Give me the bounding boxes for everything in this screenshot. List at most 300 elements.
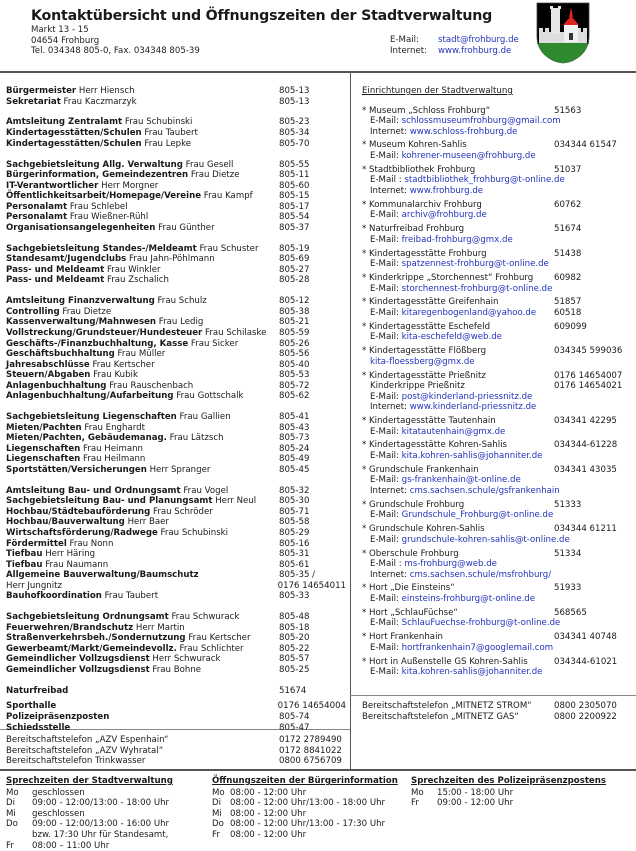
contact-name [6, 391, 279, 402]
contact-row [6, 517, 346, 528]
department: Hochbau/Bauverwaltung [6, 517, 125, 528]
email-link[interactable]: kita.kohren-sahlis@johanniter.de [401, 667, 543, 678]
department: Bürgerinformation, Gemeindezentren [6, 170, 189, 181]
contact-row [6, 591, 346, 602]
facility-entry [362, 106, 632, 138]
contact-row [6, 560, 346, 571]
facility-entry [362, 440, 632, 461]
contact-block [390, 35, 519, 56]
detail-label: Internet: [370, 569, 408, 580]
department: Feuerwehren/Brandschutz [6, 622, 134, 633]
weekday: Do [6, 819, 18, 830]
phone-extension: 805-60 [279, 180, 310, 191]
facility-phone: 034344 61211 [554, 524, 617, 535]
phone-extension: 805-38 [279, 306, 310, 317]
address-city: 04654 Frohburg [31, 35, 100, 46]
email-link[interactable]: Grundschule_Frohburg@t-online.de [401, 510, 554, 521]
department: Steuern/Abgaben [6, 370, 91, 381]
detail-label: E-Mail : [370, 559, 402, 570]
person: Herr Schwurack [152, 654, 221, 665]
phone-extension: 805-72 [279, 380, 310, 391]
department: Personalamt [6, 212, 68, 223]
contact-name [6, 97, 279, 108]
email-link[interactable]: einsteins-frohburg@t-online.de [401, 594, 536, 605]
facility-name: * Museum „Schloss Frohburg“ [362, 105, 491, 116]
person: Frau Schulz [157, 296, 207, 307]
department: Schiedsstelle [6, 722, 71, 733]
phone-extension: 805-40 [279, 359, 310, 370]
contact-row [6, 181, 346, 192]
detail-label: E-Mail: [370, 510, 399, 521]
facility-name: * Stadtbibliothek Frohburg [362, 164, 476, 175]
email-link[interactable]: gs-frankenhain@t-online.de [401, 475, 521, 486]
phone-extension: 805-29 [279, 528, 310, 539]
hours-row [6, 788, 206, 799]
phone-extension: 805-41 [279, 412, 310, 423]
person: Frau Kampf [203, 191, 253, 202]
facility-name: * Hort „SchlauFüchse“ [362, 607, 458, 618]
contact-row [6, 549, 346, 560]
person: Frau Naumann [45, 559, 109, 570]
facility-detail [362, 151, 632, 162]
person: Frau Taubert [104, 591, 159, 602]
contact-row [6, 128, 346, 139]
phone-extension: 805-30 [279, 496, 310, 507]
facility-title-row [362, 524, 632, 535]
email-link[interactable]: ms-frohburg@web.de [404, 559, 497, 570]
column-divider [350, 72, 351, 769]
person: Frau Schubinski [160, 528, 229, 539]
department: Kindertagesstätten/Schulen [6, 128, 142, 139]
facility-detail [362, 381, 632, 392]
time-range: 08:00 - 12:00 Uhr [230, 787, 307, 798]
weekday: Fr [6, 840, 14, 851]
facility-phone: 034344-61228 [554, 440, 618, 451]
contact-row [6, 97, 346, 108]
contact-row [6, 244, 346, 255]
time-range: bzw. 17:30 Uhr für Standesamt, [32, 829, 169, 840]
facility-title-row [362, 346, 632, 357]
email-link[interactable]: kita-floessberg@gmx.de [370, 356, 475, 367]
contact-name [6, 275, 279, 286]
contact-name [6, 633, 279, 644]
department: Sporthalle [6, 701, 57, 712]
person: Frau Müller [117, 349, 166, 360]
detail-label: E-Mail: [370, 475, 399, 486]
facilities-heading: Einrichtungen der Stadtverwaltung [362, 86, 513, 96]
phone-extension: 805-70 [279, 138, 310, 149]
phone-extension: 805-33 [279, 591, 310, 602]
email-link[interactable]: kitaregenbogenland@yahoo.de [401, 307, 537, 318]
standby-phone: 0800 6756709 [279, 756, 342, 767]
facility-phone: 0176 14654021 [554, 381, 623, 392]
facility-detail [362, 308, 632, 319]
department: Polizeipräsenzposten [6, 712, 110, 723]
group-spacer [6, 602, 346, 612]
facility-name: * Grundschule Frankenhain [362, 464, 479, 475]
contact-row [6, 496, 346, 507]
facility-detail [362, 535, 632, 546]
phone-extension: 805-73 [279, 433, 310, 444]
standby-row [362, 701, 632, 712]
group-spacer [6, 286, 346, 296]
phone-extension: 805-57 [279, 654, 310, 665]
time-range: 09:00 - 12:00/13:00 - 18:00 Uhr [32, 798, 170, 809]
website-link[interactable]: cms.sachsen.schule/msfrohburg/ [409, 569, 552, 580]
time-range: 08:00 - 12:00 Uhr [230, 829, 307, 840]
email-link[interactable]: stadt@frohburg.de [438, 35, 519, 45]
phone-extension: 805-25 [279, 664, 310, 675]
phone-extension: 805-24 [279, 443, 310, 454]
email-link[interactable]: SchlauFuechse-frohburg@t-online.de [401, 618, 561, 629]
facility-title-row [362, 465, 632, 476]
standby-phone: 0800 2200922 [554, 711, 617, 722]
phone-extension: 805-17 [279, 201, 310, 212]
standby-phone: 0800 2305070 [554, 701, 617, 711]
department: Jahresabschlüsse [6, 359, 90, 370]
facility-phone: 51334 [554, 548, 582, 559]
detail-label: E-Mail: [370, 534, 399, 545]
phone-extension: 805-43 [279, 422, 310, 433]
department: Kindertagesstätten/Schulen [6, 138, 142, 149]
facility-detail [362, 259, 632, 270]
contact-row [6, 454, 346, 465]
phone-extension: 805-31 [279, 549, 310, 560]
department: Liegenschaften [6, 443, 81, 454]
department: IT-Verantwortlicher [6, 180, 99, 191]
facility-phone: 034344 61547 [554, 140, 617, 151]
standby-row [6, 756, 346, 767]
department: Straßenverkehrsbeh./Sondernutzung [6, 633, 186, 644]
hours-row [212, 788, 412, 799]
facility-detail [362, 402, 632, 413]
facility-detail [362, 643, 632, 654]
person: Frau Rauschenbach [109, 380, 194, 391]
contact-name [6, 517, 279, 528]
facility-phone: 51674 [554, 224, 582, 235]
department: Amtsleitung Bau- und Ordnungsamt [6, 485, 181, 496]
facility-detail [362, 116, 632, 127]
person: Frau Schlichter [179, 643, 244, 654]
person: Frau Gesell [185, 159, 234, 170]
person: Frau Lepke [144, 138, 192, 149]
detail-label: E-Mail: [370, 259, 399, 270]
time-range: 09:00 - 12:00 Uhr [437, 798, 514, 809]
contact-row [6, 370, 346, 381]
contact-row [6, 265, 346, 276]
contact-row [6, 665, 346, 676]
person: Frau Enghardt [84, 422, 145, 433]
weekday: Mo [411, 787, 424, 798]
group-spacer [6, 475, 346, 485]
person: Herr Spranger [149, 464, 211, 475]
contact-name [6, 423, 279, 434]
contact-name [6, 465, 279, 476]
department: Allgemeine Bauverwaltung/Baumschutz [6, 570, 199, 581]
facility-name: * Kindertagesstätte Flößberg [362, 346, 487, 357]
contact-name [6, 307, 279, 318]
person: Frau Zschalich [106, 275, 169, 286]
hours-heading: Sprechzeiten des Polizeipräsenzpostens [411, 776, 606, 786]
weekday [6, 830, 32, 841]
phone-extension: 805-49 [279, 454, 310, 465]
person: Frau Schwurack [171, 612, 240, 623]
facility-name: * Kindertagesstätte Greifenhain [362, 297, 499, 308]
contact-row [6, 644, 346, 655]
facility-entry [362, 416, 632, 437]
website-link[interactable]: www.frohburg.de [409, 185, 484, 196]
standby-divider-right [350, 695, 636, 696]
facility-entry [362, 249, 632, 270]
department: Bürgermeister [6, 86, 77, 96]
contact-name [6, 539, 279, 550]
group-spacer [6, 402, 346, 412]
standby-label: Bereitschaftstelefon „MITNETZ STROM“ [362, 701, 532, 711]
facility-phone: 51333 [554, 499, 582, 510]
department: Standesamt/Jugendclubs [6, 254, 127, 265]
facility-phone: 034341 43035 [554, 464, 617, 475]
standby-label: Bereitschaftstelefon „MITNETZ GAS“ [362, 711, 519, 722]
time-range: 08:00 – 11:00 Uhr [32, 840, 110, 851]
contact-name [6, 381, 279, 392]
detail-label: E-Mail: [370, 426, 399, 437]
facility-phone: 0176 14654007 [554, 370, 623, 381]
facility-detail [362, 284, 632, 295]
contact-name [6, 591, 279, 602]
contact-row [6, 223, 346, 234]
facility-entry [362, 657, 632, 678]
facility-name: * Hort in Außenstelle GS Kohren-Sahlis [362, 656, 528, 667]
contact-row [6, 612, 346, 623]
website-link[interactable]: www.kinderland-priessnitz.de [409, 402, 537, 413]
contact-name [6, 160, 279, 171]
person: Frau Dietze [190, 170, 240, 181]
facility-title-row [362, 583, 632, 594]
detail-label: E-Mail: [370, 151, 399, 162]
facility-title-row [362, 140, 632, 151]
hours-row [6, 841, 206, 851]
weekday: Mi [6, 808, 16, 819]
facility-entry [362, 200, 632, 221]
contact-row [6, 444, 346, 455]
facility-entry [362, 632, 632, 653]
department: Amtsleitung Zentralamt [6, 117, 123, 128]
phone-extension: 805-15 [279, 191, 310, 202]
hours-police [411, 776, 631, 809]
department: Bauhofkoordination [6, 591, 102, 602]
facility-title-row [362, 657, 632, 668]
person: Frau Kertscher [188, 633, 251, 644]
department: Mieten/Pachten, Gebäudemanag. [6, 433, 167, 444]
phone-extension: 805-55 [279, 159, 310, 170]
email-link[interactable]: spatzennest-frohburg@t-online.de [401, 259, 549, 270]
contact-name [6, 191, 279, 202]
facility-detail [362, 570, 632, 581]
facility-entry [362, 465, 632, 497]
person: Frau Schubinski [124, 117, 193, 128]
facility-title-row [362, 249, 632, 260]
weekday: Di [6, 798, 16, 809]
contact-name [6, 454, 279, 465]
email-link[interactable]: freibad-frohburg@gmx.de [401, 234, 513, 245]
email-link[interactable]: stadtbibliothek_frohburg@t-online.de [404, 175, 565, 186]
contact-name [6, 560, 279, 571]
contact-row [6, 275, 346, 286]
person: Frau Lätzsch [169, 433, 224, 444]
facility-entry [362, 371, 632, 413]
person: Frau Schröder [153, 506, 213, 517]
contact-row [6, 170, 346, 181]
contact-name [6, 349, 279, 360]
contact-name [6, 654, 279, 665]
contact-name [6, 570, 279, 581]
department: Pass- und Meldeamt [6, 264, 105, 275]
contact-row [6, 433, 346, 444]
email-link[interactable]: kitatautenhain@gmx.de [401, 426, 506, 437]
department: Hochbau/Städtebauförderung [6, 506, 151, 517]
phone-extension: 805-23 [279, 117, 310, 128]
contact-row [6, 633, 346, 644]
contact-name [6, 339, 279, 350]
hours-row [6, 830, 206, 841]
department: Organisationsangelegenheiten [6, 222, 156, 233]
time-range: 08:00 - 12:00 Uhr/13:00 - 18:00 Uhr [230, 798, 386, 809]
contact-row [6, 570, 346, 581]
facility-phone: 568565 [554, 607, 587, 618]
contact-row [6, 412, 346, 423]
department: Mieten/Pachten [6, 422, 82, 433]
address-street: Markt 13 - 15 [31, 25, 89, 35]
facility-name: * Grundschule Kohren-Sahlis [362, 524, 485, 535]
contact-name [6, 86, 279, 97]
weekday: Mo [212, 787, 225, 798]
department: Geschäfts-/Finanzbuchhaltung, Kasse [6, 338, 189, 349]
facility-detail [362, 451, 632, 462]
website-link[interactable]: www.schloss-frohburg.de [409, 126, 518, 137]
person: Herr Baer [127, 517, 169, 528]
website-link[interactable]: cms.sachsen.schule/gsfrankenhain [409, 485, 560, 496]
department: Pass- und Meldeamt [6, 275, 105, 286]
contact-row [6, 465, 346, 476]
person: Frau Bohne [152, 664, 202, 675]
person: Herr Neul [215, 496, 257, 507]
email-label: E-Mail: [390, 35, 419, 45]
detail-label: E-Mail: [370, 642, 399, 653]
facility-detail [362, 427, 632, 438]
contact-row [6, 539, 346, 550]
facility-title-row [362, 632, 632, 643]
detail-label: Internet: [370, 485, 408, 496]
person: Frau Kertscher [92, 359, 155, 370]
contact-row [6, 212, 346, 223]
hours-row [411, 798, 631, 809]
phone-extension: 805-54 [279, 212, 310, 223]
contact-row [6, 117, 346, 128]
person: Frau Wießner-Rühl [69, 212, 149, 223]
email-link[interactable]: storchennest-frohburg@t-online.de [401, 283, 553, 294]
email-link[interactable]: kita-eschefeld@web.de [401, 332, 502, 343]
standby-label: Bereitschaftstelefon „AZV Espenhain“ [6, 735, 169, 745]
facility-detail [362, 332, 632, 343]
header-divider [0, 71, 636, 73]
email-link[interactable]: archiv@frohburg.de [401, 210, 487, 221]
facility-title-row [362, 106, 632, 117]
email-link[interactable]: kita.kohren-sahlis@johanniter.de [401, 450, 543, 461]
phone-extension: 805-12 [279, 296, 310, 307]
hours-row [212, 798, 412, 809]
department: Amtsleitung Finanzverwaltung [6, 296, 155, 307]
phone-extension: 805-59 [279, 327, 310, 338]
detail-label: E-Mail: [370, 307, 399, 318]
phone-extension: 805-13 [279, 86, 310, 96]
facility-name: * Kinderkrippe „Storchennest“ Frohburg [362, 272, 534, 283]
facility-phone: 51857 [554, 297, 582, 308]
hours-heading: Sprechzeiten der Stadtverwaltung [6, 776, 173, 786]
hours-citizen-info [212, 776, 412, 841]
facility-title-row [362, 440, 632, 451]
facility-title-row [362, 322, 632, 333]
contact-row [6, 686, 346, 697]
contact-row [6, 701, 346, 712]
department: Wirtschaftsförderung/Radwege [6, 528, 158, 539]
facility-detail [362, 186, 632, 197]
contact-name [6, 496, 279, 507]
email-link[interactable]: post@kinderland-priessnitz.de [401, 391, 533, 402]
detail-label: E-Mail: [370, 391, 399, 402]
facility-phone: 51037 [554, 164, 582, 175]
department: Gemeindlicher Vollzugsdienst [6, 664, 150, 675]
weekday: Di [212, 798, 222, 809]
address-phone-fax: Tel. 034348 805-0, Fax. 034348 805-39 [31, 46, 200, 56]
facility-phone: 51438 [554, 248, 582, 259]
facility-name: * Hort Frankenhain [362, 632, 443, 643]
detail-label: E-Mail: [370, 283, 399, 294]
facility-phone: 609099 [554, 321, 587, 332]
website-link[interactable]: www.frohburg.de [438, 45, 512, 56]
email-link[interactable]: kohrener-museen@frohburg.de [401, 151, 536, 162]
phone-extension: 805-18 [279, 622, 310, 633]
facility-phone: 034341 42295 [554, 416, 617, 427]
contact-name [6, 360, 279, 371]
phone-extension: 0176 14654004 [277, 701, 346, 712]
detail-label: E-Mail: [370, 450, 399, 461]
facility-detail [362, 510, 632, 521]
facility-detail [362, 127, 632, 138]
facility-title-row [362, 297, 632, 308]
facility-detail [362, 392, 632, 403]
detail-label: E-Mail: [370, 210, 399, 221]
facility-entry [362, 500, 632, 521]
facility-title-row [362, 371, 632, 382]
contact-name [6, 507, 279, 518]
facility-phone: 60762 [554, 199, 582, 210]
email-link[interactable]: grundschule-kohren-sahlis@t-online.de [401, 534, 570, 545]
weekday: Fr [212, 829, 220, 840]
email-link[interactable]: schlossmuseumfrohburg@gmail.com [401, 116, 561, 127]
email-link[interactable]: hortfrankenhain7@googlemail.com [401, 642, 554, 653]
contact-name [6, 328, 279, 339]
contact-name [6, 686, 279, 697]
facility-detail [362, 475, 632, 486]
phone-extension: 805-11 [279, 170, 310, 181]
detail-label: Internet: [370, 402, 408, 413]
contact-row [6, 307, 346, 318]
contact-name [6, 433, 279, 444]
facility-entry [362, 583, 632, 604]
facility-title-row [362, 416, 632, 427]
phone-extension: 805-13 [279, 96, 310, 107]
group-spacer [6, 233, 346, 243]
